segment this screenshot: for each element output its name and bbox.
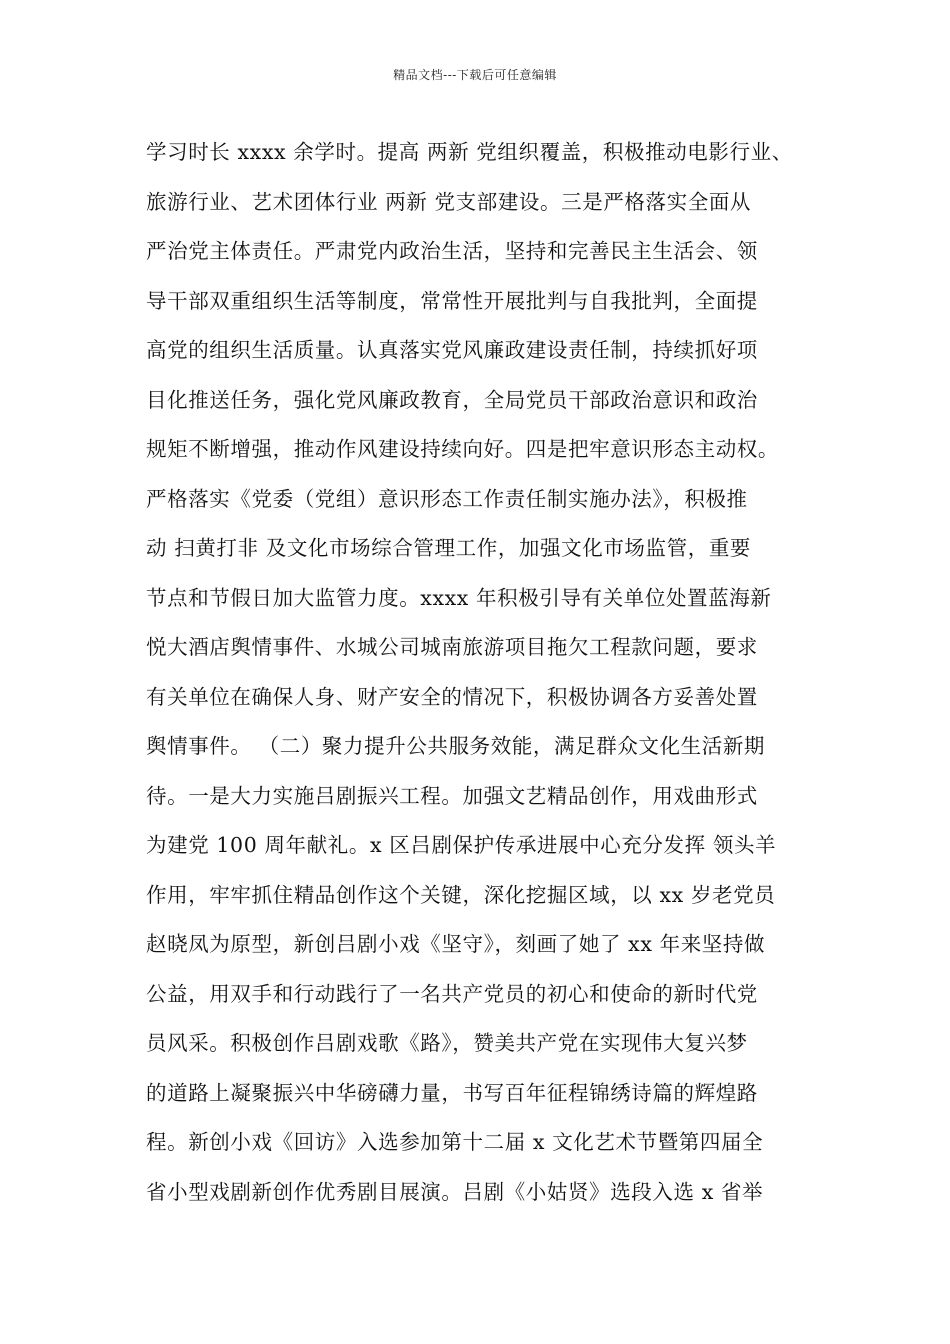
text-line: 赵晓凤为原型，新创吕剧小戏《坚守》，刻画了她了 xx 年来坚持做	[146, 932, 766, 956]
body-paragraph	[146, 128, 826, 1217]
page-header: 精品文档---下载后可任意编辑	[393, 68, 557, 82]
text-line: 为建党 100 周年献礼。x 区吕剧保护传承进展中心充分发挥 领头羊	[146, 833, 777, 857]
text-line: 的道路上凝聚振兴中华磅礴力量，书写百年征程锦绣诗篇的辉煌路	[146, 1080, 758, 1105]
text-line: 目化推送任务，强化党风廉政教育，全局党员干部政治意识和政治	[146, 387, 758, 412]
text-line: 旅游行业、艺术团体行业 两新 党支部建设。三是严格落实全面从	[146, 189, 752, 214]
text-line: 作用，牢牢抓住精品创作这个关键，深化挖掘区域，以 xx 岁老党员	[146, 882, 776, 907]
text-line: 节点和节假日加大监管力度。xxxx 年积极引导有关单位处置蓝海新	[146, 585, 772, 610]
text-line: 高党的组织生活质量。认真落实党风廉政建设责任制，持续抓好项	[146, 338, 758, 362]
text-line: 严治党主体责任。严肃党内政治生活，坚持和完善民主生活会、领	[146, 239, 758, 263]
text-line: 悦大酒店舆情事件、水城公司城南旅游项目拖欠工程款问题，要求	[146, 635, 758, 659]
text-line: 学习时长 xxxx 余学时。提高 两新 党组织覆盖，积极推动电影行业、	[146, 140, 793, 164]
text-line: 导干部双重组织生活等制度，常常性开展批判与自我批判，全面提	[146, 288, 758, 313]
text-line: 舆情事件。 （二）聚力提升公共服务效能，满足群众文化生活新期	[146, 734, 766, 758]
text-line: 省小型戏剧新创作优秀剧目展演。吕剧《小姑贤》选段入选 x 省举	[146, 1179, 764, 1204]
text-line: 严格落实《党委（党组）意识形态工作责任制实施办法》，积极推	[146, 486, 748, 511]
text-line: 程。新创小戏《回访》入选参加第十二届 x 文化艺术节暨第四届全	[146, 1130, 764, 1154]
text-line: 动 扫黄打非 及文化市场综合管理工作，加强文化市场监管，重要	[146, 536, 752, 560]
text-line: 规矩不断增强，推动作风建设持续向好。四是把牢意识形态主动权。	[146, 437, 779, 461]
text-line: 员风采。积极创作吕剧戏歌《路》，赞美共产党在实现伟大复兴梦	[146, 1031, 748, 1055]
text-line: 公益，用双手和行动践行了一名共产党员的初心和使命的新时代党	[146, 981, 758, 1006]
text-line: 有关单位在确保人身、财产安全的情况下，积极协调各方妥善处置	[146, 684, 758, 709]
text-line: 待。一是大力实施吕剧振兴工程。加强文艺精品创作，用戏曲形式	[146, 783, 758, 808]
